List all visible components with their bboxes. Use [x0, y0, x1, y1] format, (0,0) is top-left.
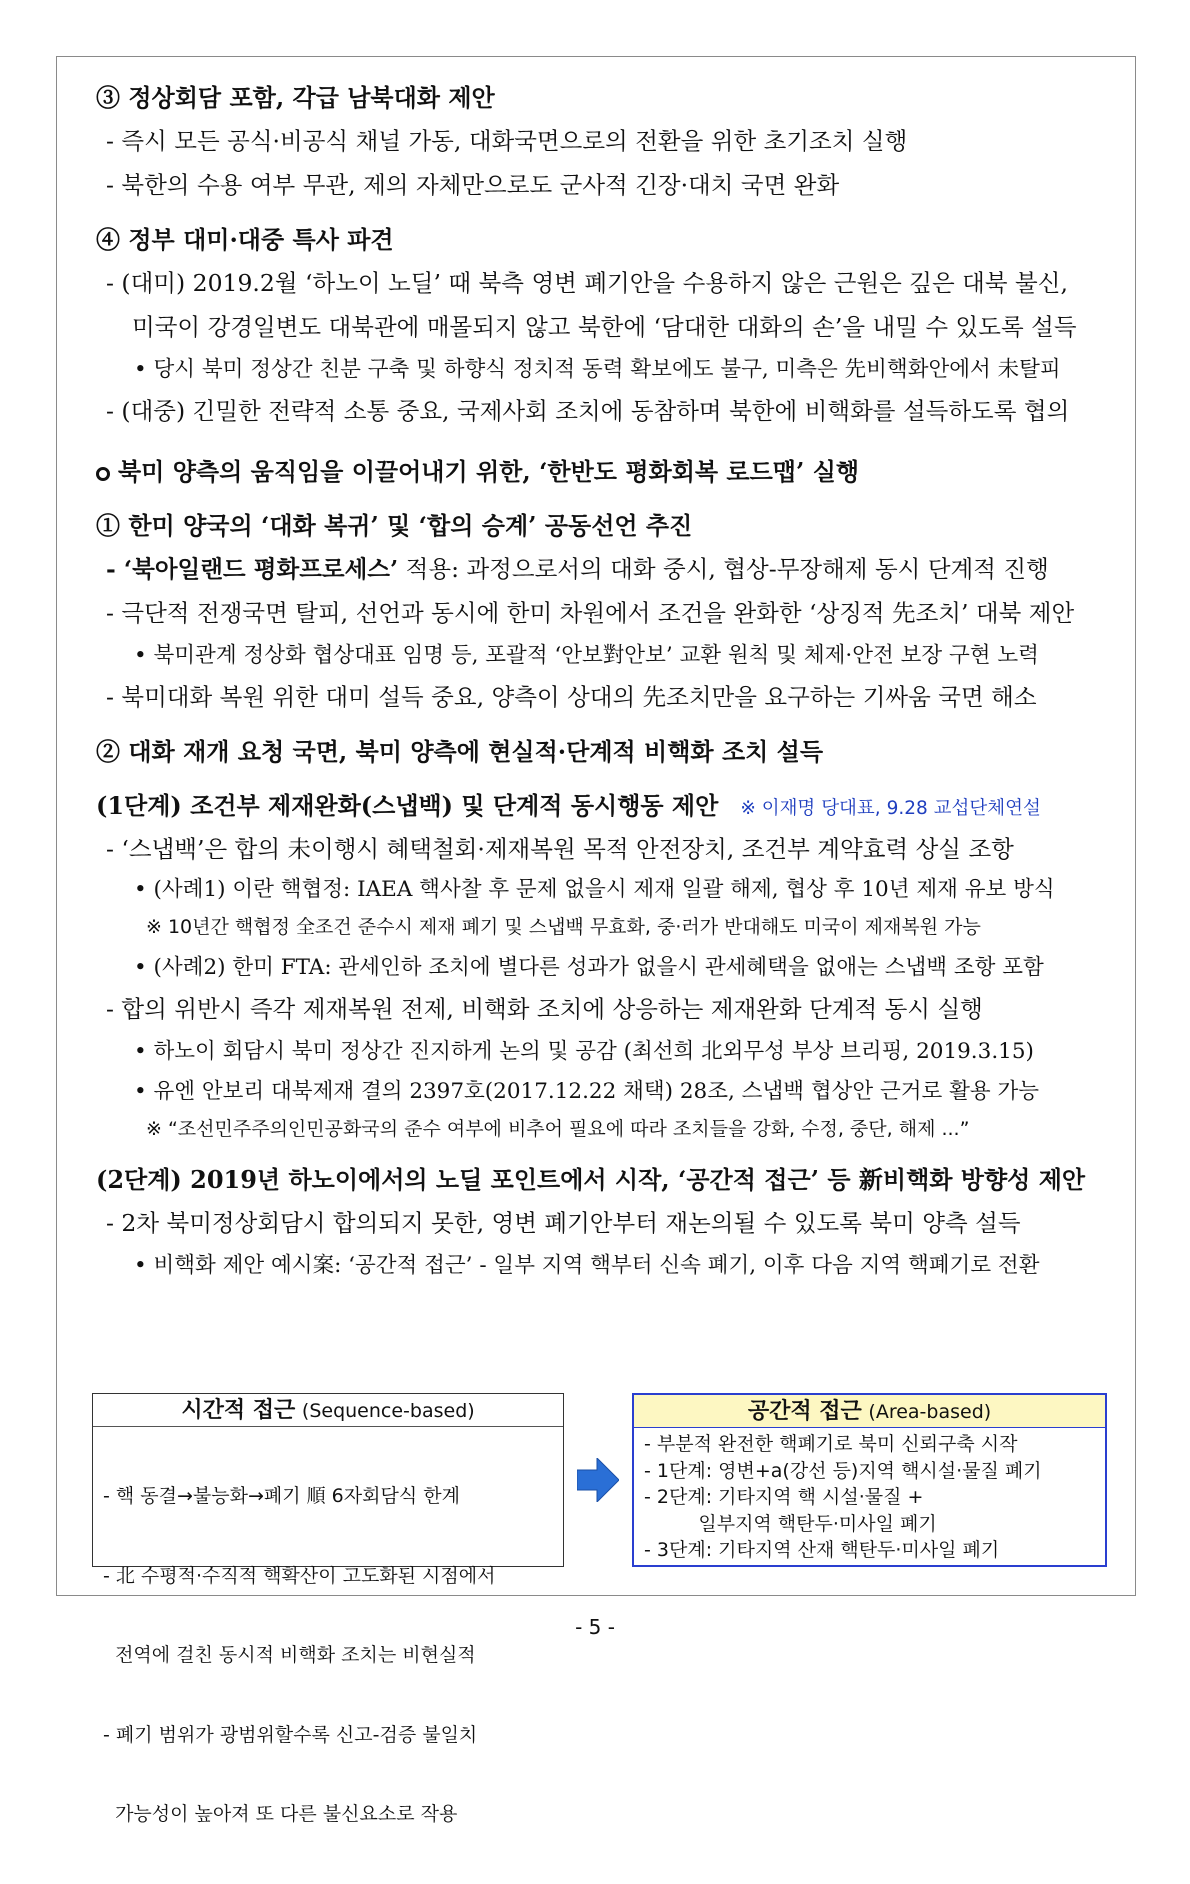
area-line: - 2단계: 기타지역 핵 시설·물질 +	[644, 1486, 924, 1508]
st1-bullet-1: - ‘스냅백’은 합의 未이행시 혜택철회·제재복원 목적 안전장치, 조건부 계약효력 상실 조항	[106, 835, 1014, 863]
sequence-line: - 핵 동결→불능화→폐기 順 6자회담식 한계	[103, 1485, 460, 1507]
st1-subbullet-3: • 하노이 회담시 북미 정상간 진지하게 논의 및 공감 (최선희 北외무성 부상 브리핑, 2019.3.15)	[134, 1039, 1034, 1064]
area-line: - 부분적 완전한 핵폐기로 북미 신뢰구축 시작	[644, 1433, 1018, 1455]
s4-bullet-1a: - (대미) 2019.2월 ‘하노이 노딜’ 때 북측 영변 폐기안을 수용하지 않은 근원은 깊은 대북 불신,	[106, 269, 1068, 297]
area-line: - 3단계: 기타지역 산재 핵탄두·미사일 폐기	[644, 1539, 1000, 1561]
point-2-title: ② 대화 재개 요청 국면, 북미 양측에 현실적·단계적 비핵화 조치 설득	[96, 737, 824, 766]
sequence-based-box	[92, 1393, 564, 1825]
section-4-title: ④ 정부 대미·대중 특사 파견	[96, 225, 394, 254]
sequence-line: - 北 수평적·수직적 핵확산이 고도화된 시점에서	[103, 1564, 496, 1587]
p1-bullet-2: - 극단적 전쟁국면 탈피, 선언과 동시에 한미 차원에서 조건을 완화한 ‘상징적 先조치’ 대북 제안	[106, 599, 1075, 627]
s4-subbullet-1: • 당시 북미 정상간 친분 구축 및 하향식 정치적 동력 확보에도 불구, 미측은 先비핵화안에서 未탈피	[134, 357, 1061, 382]
s3-bullet-1: - 즉시 모든 공식·비공식 채널 가동, 대화국면으로의 전환을 위한 초기조치 실행	[106, 127, 908, 155]
right-arrow-icon	[577, 1458, 619, 1502]
sequence-line: 가능성이 높아져 또 다른 불신요소로 작용	[103, 1803, 458, 1825]
p1-bullet-1-text: 적용: 과정으로서의 대화 중시, 협상-무장해제 동시 단계적 진행	[398, 555, 1049, 583]
area-line: - 1단계: 영변+a(강선 등)지역 핵시설·물질 폐기	[644, 1459, 1042, 1482]
st1-bullet-2: - 합의 위반시 즉각 제재복원 전제, 비핵화 조치에 상응하는 제재완화 단계적 동시 실행	[106, 995, 983, 1023]
roadmap-heading-text: 북미 양측의 움직임을 이끌어내기 위한, ‘한반도 평화회복 로드맵’ 실행	[118, 457, 860, 486]
s4-bullet-2: - (대중) 긴밀한 전략적 소통 중요, 국제사회 조치에 동참하며 북한에 비핵화를 설득하도록 협의	[106, 397, 1070, 425]
area-box-body	[634, 1428, 1105, 1567]
p1-subbullet-1: • 북미관계 정상화 협상대표 임명 등, 포괄적 ‘안보對안보’ 교환 원칙 및 체제·안전 보장 구현 노력	[134, 643, 1039, 668]
p1-bullet-1-bold: - ‘북아일랜드 평화프로세스’	[106, 555, 399, 583]
st2-bullet-1: - 2차 북미정상회담시 합의되지 못한, 영변 폐기안부터 재논의될 수 있도록 북미 양측 설득	[106, 1209, 1021, 1237]
s3-bullet-2: - 북한의 수용 여부 무관, 제의 자체만으로도 군사적 긴장·대치 국면 완화	[106, 171, 840, 199]
stage-1-title	[96, 786, 1041, 821]
sequence-line: - 폐기 범위가 광범위할수록 신고-검증 불일치	[103, 1723, 478, 1746]
area-line: 일부지역 핵탄두·미사일 폐기	[644, 1512, 937, 1535]
st1-subbullet-2: • (사례2) 한미 FTA: 관세인하 조치에 별다른 성과가 없을시 관세혜택을 없애는 스냅백 조항 포함	[134, 955, 1044, 980]
p1-bullet-1	[106, 550, 1049, 584]
sequence-box-body	[93, 1427, 563, 1884]
area-based-box	[632, 1393, 1107, 1567]
st1-note-1: ※ 10년간 핵협정 全조건 준수시 제재 폐기 및 스냅백 무효화, 중·러가 반대해도 미국이 제재복원 가능	[146, 916, 981, 938]
sequence-box-title-main: 시간적 접근	[181, 1398, 296, 1423]
p1-bullet-3: - 북미대화 복원 위한 대미 설득 중요, 양측이 상대의 先조치만을 요구하는 기싸움 국면 해소	[106, 683, 1037, 711]
area-box-title-sub: (Area-based)	[868, 1401, 992, 1423]
st2-subbullet-1: • 비핵화 제안 예시案: ‘공간적 접근’ - 일부 지역 핵부터 신속 폐기, 이후 다음 지역 핵폐기로 전환	[134, 1253, 1040, 1278]
stage-2-title: (2단계) 2019년 하노이에서의 노딜 포인트에서 시작, ‘공간적 접근’ 등 新비핵화 방향성 제안	[96, 1165, 1086, 1194]
st1-subbullet-4: • 유엔 안보리 대북제재 결의 2397호(2017.12.22 채택) 28조, 스냅백 협상안 근거로 활용 가능	[134, 1079, 1040, 1104]
roadmap-heading	[96, 452, 859, 487]
st1-note-2: ※ “조선민주주의인민공화국의 준수 여부에 비추어 필요에 따라 조치들을 강화, 수정, 중단, 해제 ...”	[146, 1118, 970, 1140]
sequence-box-title-sub: (Sequence-based)	[301, 1400, 475, 1422]
circle-bullet-icon	[96, 467, 110, 481]
sequence-line: 전역에 걸친 동시적 비핵화 조치는 비현실적	[103, 1644, 476, 1666]
page-number: - 5 -	[575, 1615, 615, 1639]
section-3-title: ③ 정상회담 포함, 각급 남북대화 제안	[96, 83, 495, 112]
point-1-title: ① 한미 양국의 ‘대화 복귀’ 및 ‘합의 승계’ 공동선언 추진	[96, 511, 693, 540]
st1-subbullet-1: • (사례1) 이란 핵협정: IAEA 핵사찰 후 문제 없을시 제재 일괄 해제, 협상 후 10년 제재 유보 방식	[134, 877, 1055, 902]
s4-bullet-1b: 미국이 강경일변도 대북관에 매몰되지 않고 북한에 ‘담대한 대화의 손’을 내밀 수 있도록 설득	[132, 313, 1077, 341]
area-box-title-main: 공간적 접근	[747, 1399, 862, 1424]
stage-1-title-text: (1단계) 조건부 제재완화(스냅백) 및 단계적 동시행동 제안	[96, 791, 719, 820]
stage-1-reference-note: ※ 이재명 당대표, 9.28 교섭단체연설	[740, 798, 1041, 819]
area-box-title	[634, 1395, 1105, 1428]
sequence-box-title	[93, 1394, 563, 1427]
